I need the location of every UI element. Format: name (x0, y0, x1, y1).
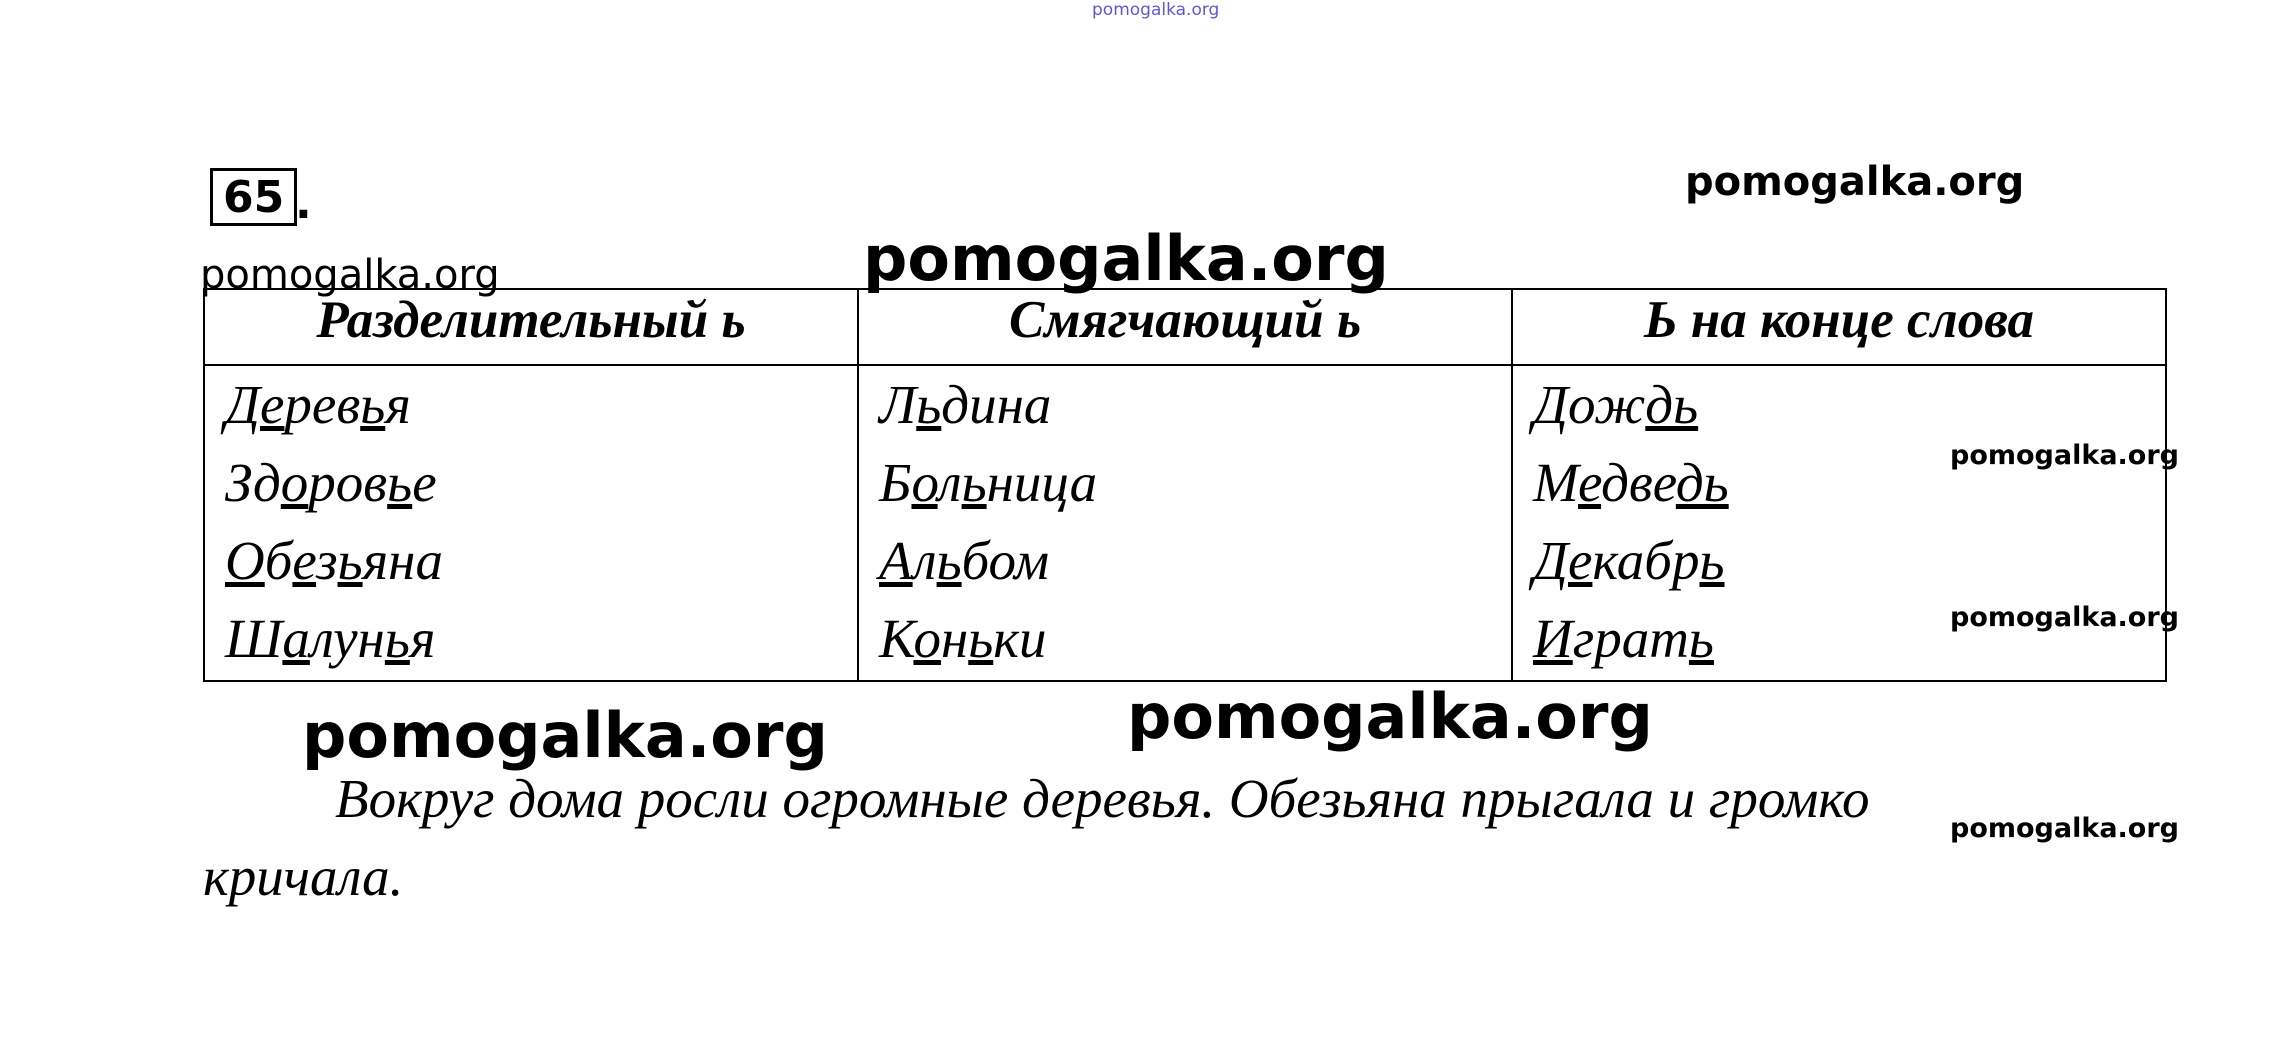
underlined-letter: о (280, 452, 309, 513)
word-segment: Б (879, 452, 912, 513)
underlined-letter: ь (936, 530, 962, 591)
underlined-letter: ь (961, 452, 987, 513)
underlined-letter: И (1533, 608, 1573, 669)
word-segment: две (1601, 452, 1676, 513)
answer-sentences (203, 760, 2003, 916)
header-softening-soft-sign: Смягчающий ь (858, 289, 1512, 365)
underlined-letter: О (225, 530, 265, 591)
word-segment: е (412, 452, 437, 513)
table-word (879, 522, 1511, 600)
underlined-letter: о (913, 608, 941, 669)
word-segment: Зд (225, 452, 281, 513)
underlined-letter: дь (1675, 452, 1729, 513)
word-segment: ница (986, 452, 1098, 513)
column-softening-words (858, 365, 1512, 681)
underlined-letter: ь (384, 608, 410, 669)
underlined-letter: ь (1688, 608, 1714, 669)
word-segment: ров (308, 452, 388, 513)
word-segment: л (912, 530, 937, 591)
exercise-number-dot: . (295, 178, 312, 229)
underlined-letter: о (911, 452, 938, 513)
word-segment: я (385, 374, 411, 435)
word-segment: дина (941, 374, 1052, 435)
word-segment: кабр (1592, 530, 1700, 591)
table-header-row (204, 289, 2166, 365)
word-segment: ки (993, 608, 1047, 669)
underlined-letter: дь (1645, 374, 1699, 435)
word-segment: Дож (1533, 374, 1646, 435)
watermark-top-right: pomogalka.org (1685, 159, 2025, 205)
word-segment: грат (1572, 608, 1689, 669)
table-word (225, 600, 857, 678)
watermark-right-3: pomogalka.org (1950, 813, 2179, 844)
watermark-right-1: pomogalka.org (1950, 440, 2179, 471)
underlined-letter: ь (916, 374, 942, 435)
table-word (1533, 366, 2165, 444)
underlined-letter: а (282, 608, 310, 669)
watermark-bottom-center: pomogalka.org (1127, 680, 1653, 753)
table-word (225, 522, 857, 600)
underlined-letter: ь (360, 374, 386, 435)
header-soft-sign-at-end: Ь на конце слова (1512, 289, 2166, 365)
table-word (1533, 522, 2165, 600)
word-segment: Л (879, 374, 917, 435)
table-word (879, 444, 1511, 522)
word-segment: лун (309, 608, 385, 669)
word-segment: яна (362, 530, 443, 591)
answer-text: Вокруг дома росли огромные деревья. Обезьяна прыгала и громко кричала. (203, 768, 1870, 907)
table-word (225, 444, 857, 522)
table-word (225, 366, 857, 444)
word-segment: з (316, 530, 338, 591)
word-segment: бом (961, 530, 1050, 591)
word-segment: М (1533, 452, 1579, 513)
watermark-bottom-left: pomogalka.org (302, 699, 828, 772)
word-segment: Д (1533, 530, 1568, 591)
word-segment: Д (225, 374, 260, 435)
table-body-row (204, 365, 2166, 681)
underlined-letter: ь (337, 530, 363, 591)
word-segment: я (409, 608, 436, 669)
underlined-letter: ь (1699, 530, 1725, 591)
watermark-left: pomogalka.org (200, 252, 500, 298)
word-table (203, 288, 2167, 682)
watermark-center-top: pomogalka.org (863, 222, 1389, 295)
word-segment: л (937, 452, 962, 513)
exercise-number: 65 (210, 168, 297, 226)
table-word (879, 600, 1511, 678)
underlined-letter: ь (387, 452, 413, 513)
word-segment: Ш (225, 608, 283, 669)
watermark-right-2: pomogalka.org (1950, 602, 2179, 633)
underlined-letter: ь (968, 608, 994, 669)
underlined-letter: е (1578, 452, 1602, 513)
column-end-soft-sign-words (1512, 365, 2166, 681)
header-separating-soft-sign: Разделительный ь (204, 289, 858, 365)
word-segment: рев (284, 374, 361, 435)
word-segment: н (940, 608, 969, 669)
table-word (879, 366, 1511, 444)
underlined-letter: е (260, 374, 285, 435)
word-segment: К (879, 608, 914, 669)
word-segment: б (264, 530, 293, 591)
underlined-letter: е (1568, 530, 1593, 591)
watermark-tiny: pomogalka.org (1092, 0, 1220, 20)
underlined-letter: е (292, 530, 317, 591)
underlined-letter: А (879, 530, 913, 591)
column-separating-words (204, 365, 858, 681)
